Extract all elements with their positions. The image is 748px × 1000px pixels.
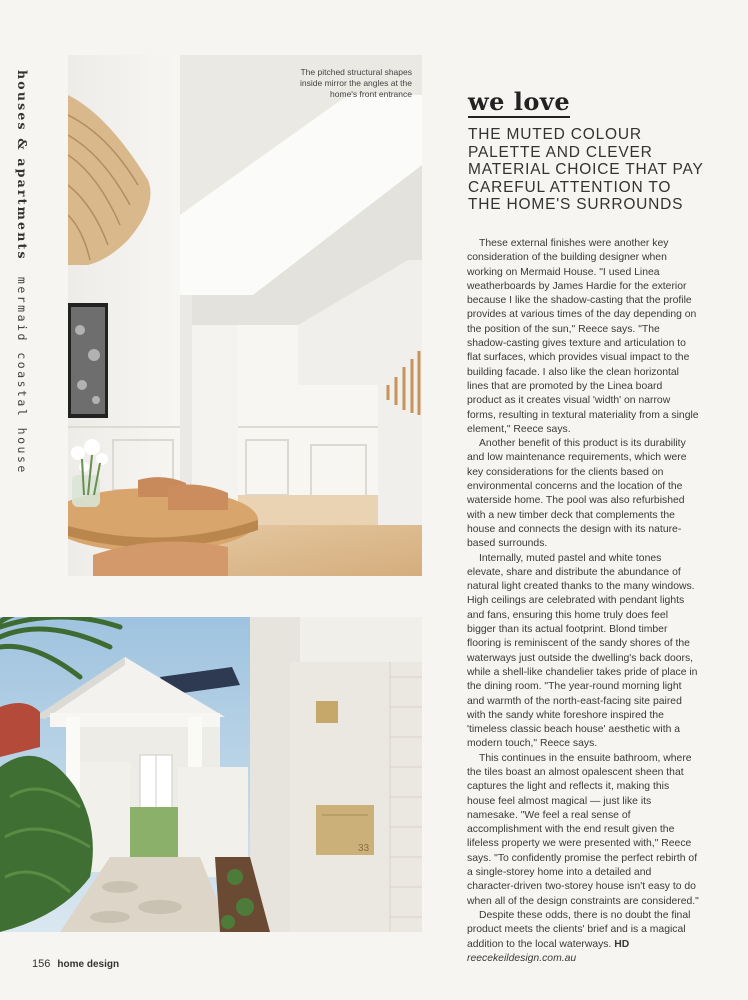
pull-quote-heading: we love bbox=[468, 87, 571, 116]
section-label bbox=[15, 70, 68, 475]
section-label-text bbox=[15, 70, 30, 475]
photo-caption: The pitched structural shapes inside mirror the angles at the home's front entrance bbox=[300, 67, 412, 99]
page-footer bbox=[32, 958, 119, 970]
pull-quote-text: THE MUTED COLOUR PALETTE AND CLEVER MATERIAL CHOICE THAT PAY CAREFUL ATTENTION TO THE HOME'S SURROUNDS bbox=[468, 126, 704, 213]
pull-quote bbox=[468, 88, 708, 214]
paragraph-2: Another benefit of this product is its durability and low maintenance requirements, which were key considerations for the clients based on environmental concerns and the location of the waterside home. The pool was also refurbished with a new timber deck that complements the house and connects the design with its nature-based surrounds. bbox=[467, 438, 687, 550]
paragraph-3: Internally, muted pastel and white tones elevate, share and distribute the abundance of natural light created thanks to the many windows. High ceilings are celebrated with pendant lights and fans, ensuring this home truly does feel bigger than its actual footprint. Blond timber flooring is reminiscent of the sandy shores of the waterways just outside the dwelling's back doors, while a shell-like chandelier takes pride of place in the dining room. "The year-round morning light and warmth of the north-east-facing site paired with the sandy white foreshore inspired the 'timeless classic beach house' aesthetic with a modern touch," Reece says. bbox=[467, 552, 698, 750]
magazine-name: home design bbox=[57, 959, 120, 970]
house-number: 33 bbox=[358, 843, 370, 854]
section-name: houses & apartments bbox=[15, 70, 30, 261]
paragraph-1: These external finishes were another key consideration of the building designer when working on Mermaid House. "I used Linea weatherboards by James Hardie for the exterior because I like the shadow-casting that the profile provides at various times of the day depending on the position of the sun," Reece says. "The shadow-casting gives texture and articulation to flat surfaces, which provides visual impact to the building facade. I also like the clean horizontal lines that are promoted by the Linea board product as it creates visual 'width' on narrow forms, resulting in textural materiality from a single element," Reece says. bbox=[467, 238, 699, 435]
exterior-photo bbox=[0, 617, 422, 932]
article-body bbox=[467, 237, 699, 966]
exterior-photo-illustration bbox=[0, 617, 422, 932]
page-number: 156 bbox=[32, 958, 51, 970]
interior-photo bbox=[68, 55, 422, 576]
sign-off: HD bbox=[614, 938, 630, 950]
paragraph-5-text: Despite these odds, there is no doubt the final product meets the clients' brief and is a magical addition to the local waterways. bbox=[467, 909, 691, 950]
project-name: mermaid coastal house bbox=[15, 276, 29, 475]
paragraph-4: This continues in the ensuite bathroom, where the tiles boast an almost opalescent sheen that captures the light and reflects it, making this house feel almost magical — just like its namesake. "We feel a real sense of accomplishment with the end result given the lifeless property we were presented with," Reece says. "To confidently promise the perfect rebirth of a single-storey home into a detailed and character-driven two-storey house isn't easy to do when all of the design constraints are considered." bbox=[467, 752, 699, 907]
paragraph-5 bbox=[467, 909, 699, 952]
website-link[interactable]: reecekeildesign.com.au bbox=[467, 952, 577, 964]
interior-photo-illustration bbox=[68, 55, 422, 576]
